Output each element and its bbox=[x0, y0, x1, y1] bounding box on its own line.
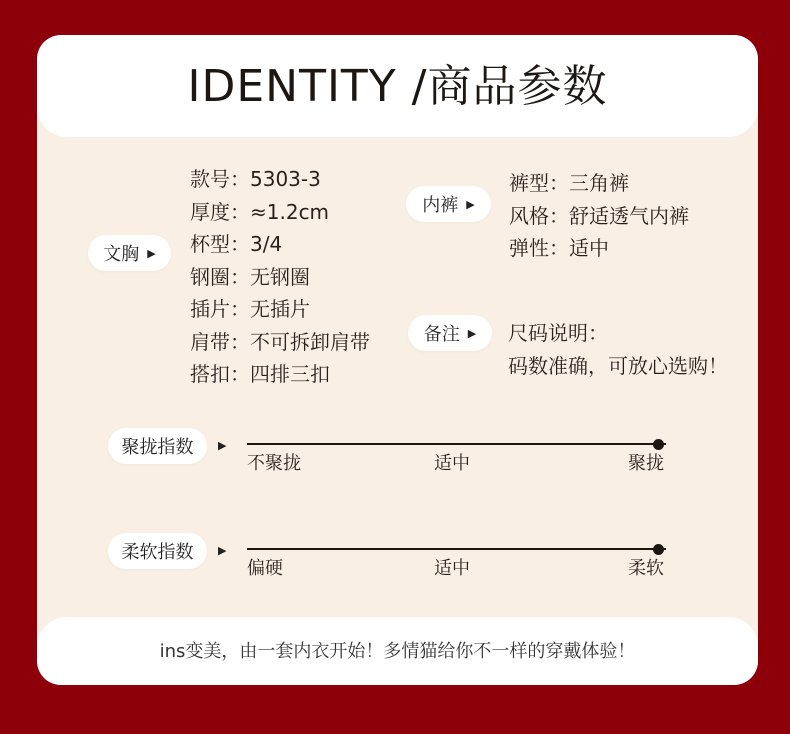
triangle-right-icon: ▶ bbox=[147, 246, 156, 260]
parameter-card bbox=[37, 35, 758, 685]
softness-scale-mid: 适中 bbox=[434, 558, 470, 579]
pushup-scale-marker bbox=[653, 439, 664, 450]
softness-index-label: 柔软指数 bbox=[121, 542, 194, 563]
spec-style: 风格：舒适透气内裤 bbox=[509, 203, 689, 228]
header-band bbox=[37, 35, 758, 137]
triangle-right-icon: ▶ bbox=[218, 439, 227, 452]
pushup-scale-mid: 适中 bbox=[434, 453, 470, 474]
notes-tag bbox=[408, 315, 492, 351]
panties-tag-label: 内裤 bbox=[422, 195, 459, 216]
pushup-scale-max: 聚拢 bbox=[628, 453, 664, 474]
size-note-body: 码数准确，可放心选购！ bbox=[508, 353, 728, 378]
spec-brief-type: 裤型：三角裤 bbox=[509, 171, 629, 195]
pushup-index-label: 聚拢指数 bbox=[121, 437, 194, 458]
spec-thickness: 厚度：≈1.2cm bbox=[190, 199, 330, 224]
spec-straps: 肩带：不可拆卸肩带 bbox=[190, 329, 370, 354]
spec-style-number: 款号：5303-3 bbox=[190, 167, 321, 191]
bra-specs bbox=[190, 163, 370, 391]
softness-scale-max: 柔软 bbox=[628, 558, 664, 579]
spec-cup-type: 杯型：3/4 bbox=[190, 232, 283, 256]
pushup-index-tag bbox=[108, 428, 207, 464]
pushup-scale-min: 不聚拢 bbox=[247, 453, 301, 474]
triangle-right-icon: ▶ bbox=[218, 544, 227, 557]
softness-index-tag bbox=[108, 533, 207, 569]
triangle-right-icon: ▶ bbox=[466, 197, 475, 211]
softness-scale-track bbox=[247, 548, 666, 550]
triangle-right-icon: ▶ bbox=[467, 326, 477, 340]
softness-scale-marker bbox=[653, 544, 664, 555]
spec-underwire: 钢圈：无钢圈 bbox=[190, 264, 310, 289]
panties-specs bbox=[509, 167, 689, 265]
footer-band bbox=[37, 617, 758, 685]
spec-closure: 搭扣：四排三扣 bbox=[190, 362, 330, 386]
bra-tag bbox=[88, 235, 171, 271]
page-title: IDENTITY /商品参数 bbox=[187, 61, 608, 112]
footer-slogan: ins变美，由一套内衣开始！多情猫给你不一样的穿戴体验！ bbox=[159, 641, 636, 662]
size-note-title: 尺码说明： bbox=[508, 321, 608, 345]
notes-tag-label: 备注 bbox=[423, 324, 460, 345]
notes-text bbox=[508, 317, 728, 382]
panties-tag bbox=[406, 186, 491, 222]
pushup-scale-track bbox=[247, 443, 666, 445]
bra-tag-label: 文胸 bbox=[103, 244, 140, 265]
spec-insert: 插片：无插片 bbox=[190, 297, 310, 321]
spec-elasticity: 弹性：适中 bbox=[509, 236, 609, 260]
softness-scale-min: 偏硬 bbox=[247, 558, 283, 579]
